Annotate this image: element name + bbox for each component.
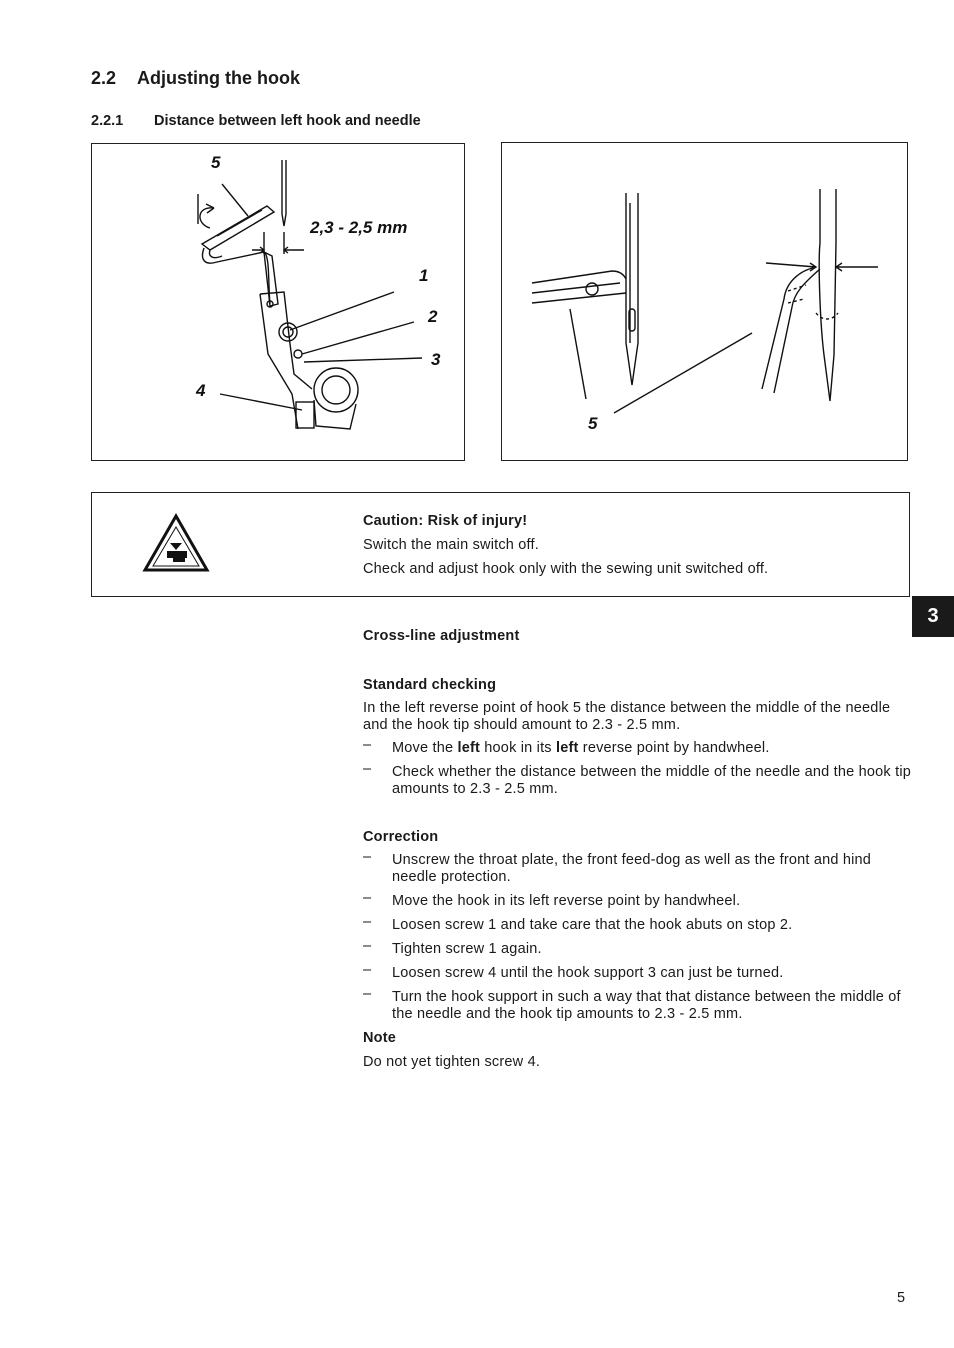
list-item: [363, 962, 911, 982]
note-heading: Note: [363, 1030, 397, 1046]
instruction-body: [363, 628, 911, 1071]
item-text: Move the hook in its left reverse point by handwheel.: [392, 893, 741, 909]
callout-2: 2: [428, 307, 438, 326]
item-text: Loosen screw 4 until the hook support 3 can just be turned.: [392, 965, 784, 981]
subsection-title: Distance between left hook and needle: [154, 113, 421, 129]
list-dash: –: [363, 962, 372, 978]
standard-intro: In the left reverse point of hook 5 the distance between the middle of the needle and the hook tip should amount to 2.3 - 2.5 mm.: [363, 700, 891, 733]
hook-assembly-drawing: [92, 144, 464, 460]
page-number: 5: [897, 1290, 906, 1306]
item-bold: left: [457, 740, 481, 756]
list-dash: –: [363, 914, 372, 930]
list-item: [363, 849, 911, 886]
callout-3: 3: [431, 350, 441, 369]
figure-hook-needle-detail: [501, 142, 908, 461]
section-number: 2.2: [91, 68, 117, 88]
chapter-tab: 3: [912, 596, 954, 637]
callout-4: 4: [196, 381, 206, 400]
standard-checking-heading: Standard checking: [363, 677, 497, 693]
list-item: [363, 890, 911, 910]
section-title: Adjusting the hook: [137, 68, 300, 88]
section-heading: [91, 68, 300, 89]
item-text: reverse point by handwheel.: [578, 740, 770, 756]
list-item: [363, 938, 911, 958]
measurement-label: 2,3 - 2,5 mm: [310, 218, 408, 237]
list-dash: –: [363, 986, 372, 1002]
list-item: [363, 761, 912, 798]
subsection-heading: [91, 113, 421, 129]
subsection-number: 2.2.1: [91, 113, 124, 129]
figure-hook-assembly: [91, 143, 465, 461]
list-dash: –: [363, 761, 372, 777]
list-dash: –: [363, 890, 372, 906]
callout-1: 1: [419, 266, 429, 285]
list-dash: –: [363, 938, 372, 954]
item-text: Turn the hook support in such a way that that distance between the middle of the needle and the hook tip amounts to 2.3 - 2.5 mm.: [392, 989, 901, 1022]
hand-crush-warning-icon: [142, 513, 210, 573]
caution-line-1: Switch the main switch off.: [363, 537, 539, 553]
item-bold: left: [556, 740, 579, 756]
item-text: Tighten screw 1 again.: [392, 941, 542, 957]
item-text: Check whether the distance between the middle of the needle and the hook tip amounts to 2.3 - 2.5 mm.: [392, 764, 912, 797]
item-text: Loosen screw 1 and take care that the hook abuts on stop 2.: [392, 917, 793, 933]
list-dash: –: [363, 737, 372, 753]
correction-heading: Correction: [363, 829, 439, 845]
cross-line-heading: Cross-line adjustment: [363, 628, 520, 644]
caution-box: [91, 492, 910, 597]
caution-line-2: Check and adjust hook only with the sewing unit switched off.: [363, 561, 769, 577]
callout-5: 5: [211, 153, 221, 172]
caution-title: Caution: Risk of injury!: [363, 513, 528, 529]
item-text: Unscrew the throat plate, the front feed-dog as well as the front and hind needle protection.: [392, 852, 872, 885]
list-item: [363, 986, 911, 1023]
item-text: Move the: [392, 740, 458, 756]
list-dash: –: [363, 849, 372, 865]
list-item: [363, 737, 911, 757]
hook-needle-detail-drawing: [502, 143, 907, 460]
correction-list: [363, 849, 911, 1023]
callout-5-right: 5: [588, 414, 598, 433]
item-text: hook in its: [480, 740, 556, 756]
standard-list: [363, 737, 912, 798]
list-item: [363, 914, 911, 934]
note-text: Do not yet tighten screw 4.: [363, 1054, 541, 1070]
